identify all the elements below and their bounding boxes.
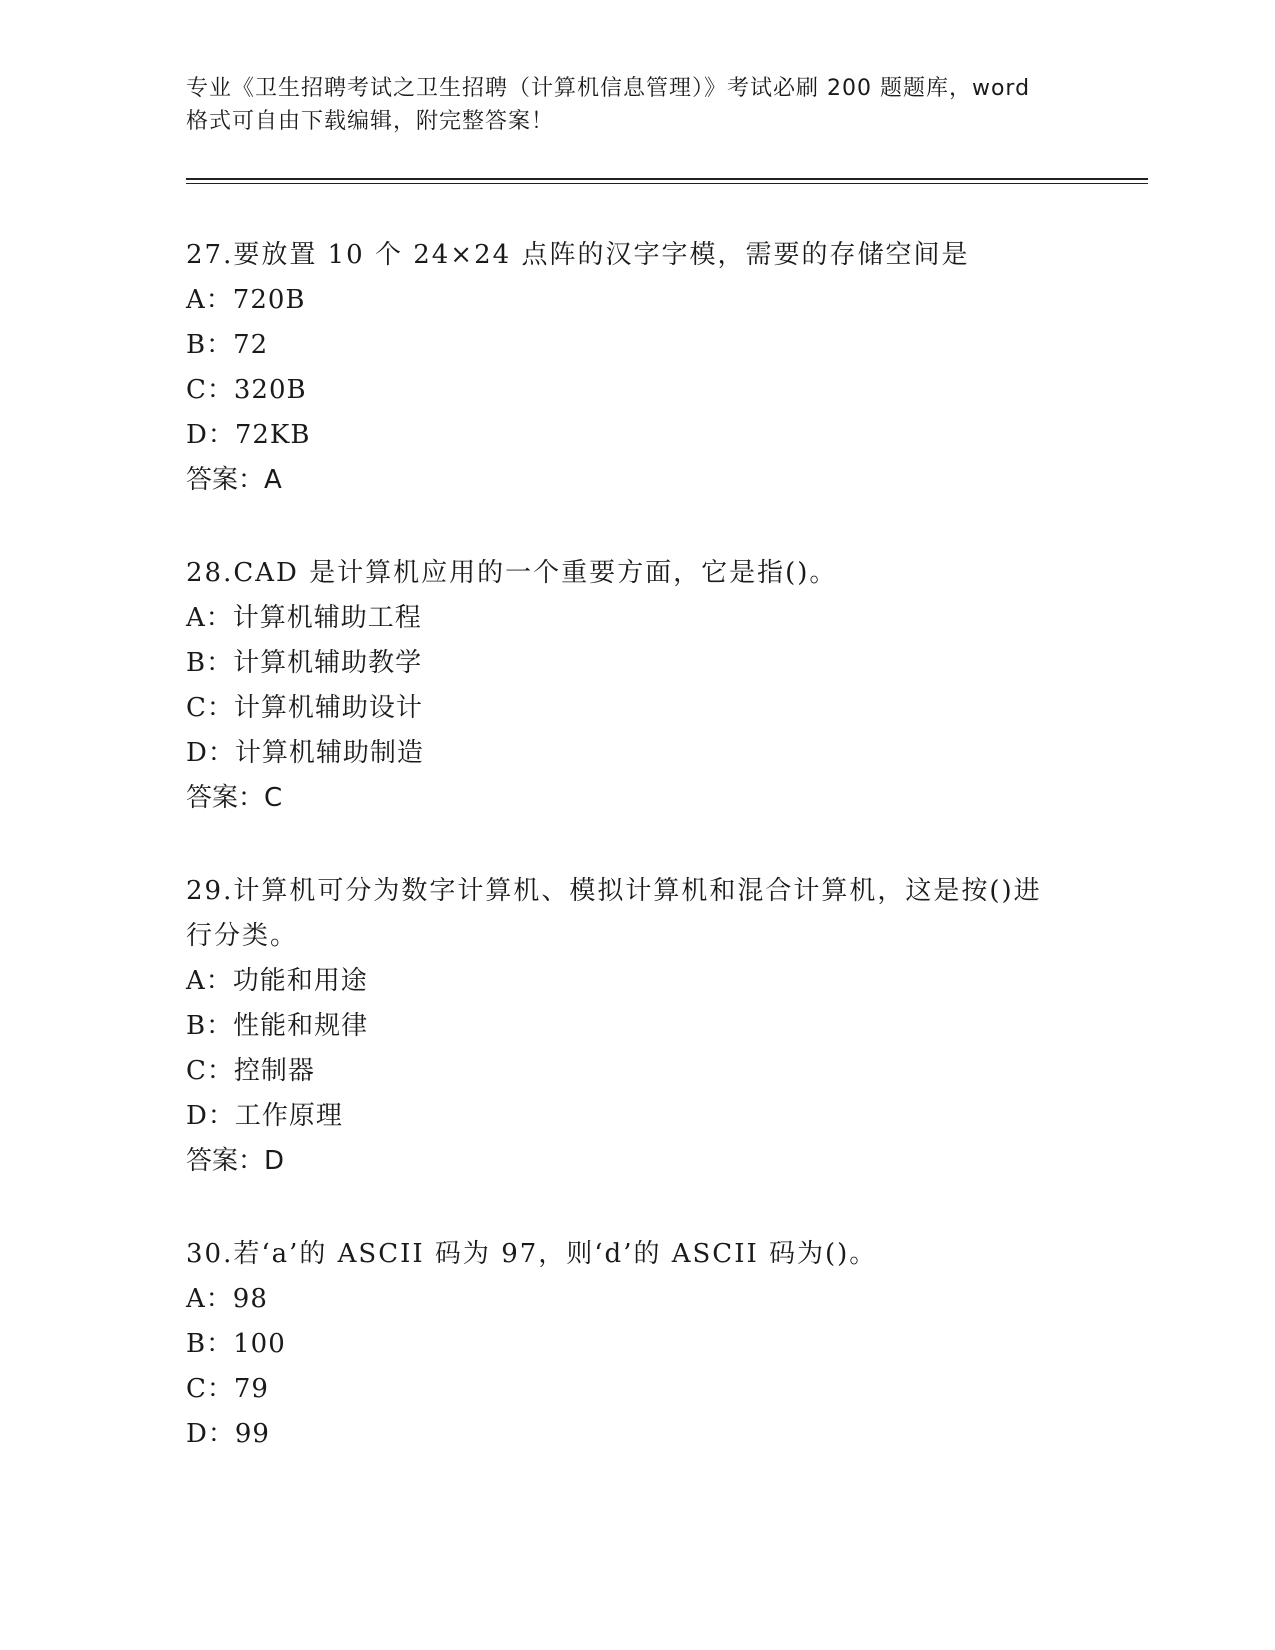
question-28 — [186, 551, 1086, 821]
option-a: A：功能和用途 — [186, 966, 368, 996]
option-d: D：99 — [186, 1419, 270, 1449]
option-a: A：计算机辅助工程 — [186, 603, 422, 633]
question-stem-line-2: 行分类。 — [186, 921, 299, 951]
option-d: D：计算机辅助制造 — [186, 738, 424, 768]
header-line-2: 格式可自由下载编辑，附完整答案！ — [186, 109, 555, 134]
option-c: C：320B — [186, 375, 307, 405]
answer: 答案：D — [186, 1146, 285, 1176]
header-divider-top — [186, 178, 1148, 180]
option-c: C：79 — [186, 1374, 269, 1404]
document-header — [186, 72, 1086, 138]
option-d: D：72KB — [186, 420, 311, 450]
option-b: B：100 — [186, 1329, 286, 1359]
answer: 答案：A — [186, 465, 282, 495]
answer: 答案：C — [186, 783, 283, 813]
option-a: A：98 — [186, 1284, 268, 1314]
header-divider-bottom — [186, 183, 1148, 184]
question-27 — [186, 233, 1086, 503]
question-stem: 27.要放置 10 个 24×24 点阵的汉字字模，需要的存储空间是 — [186, 240, 970, 270]
option-b: B：计算机辅助教学 — [186, 648, 423, 678]
question-30 — [186, 1232, 1086, 1457]
question-stem-line-1: 29.计算机可分为数字计算机、模拟计算机和混合计算机，这是按()进 — [186, 876, 1042, 906]
question-29 — [186, 869, 1086, 1184]
option-d: D：工作原理 — [186, 1101, 343, 1131]
question-stem: 28.CAD 是计算机应用的一个重要方面，它是指()。 — [186, 558, 838, 588]
option-c: C：计算机辅助设计 — [186, 693, 423, 723]
option-b: B：72 — [186, 330, 269, 360]
option-b: B：性能和规律 — [186, 1011, 369, 1041]
header-line-1: 专业《卫生招聘考试之卫生招聘（计算机信息管理）》考试必刷 200 题题库，word — [186, 76, 1031, 101]
option-a: A：720B — [186, 285, 306, 315]
question-stem: 30.若‘a’的 ASCII 码为 97，则‘d’的 ASCII 码为()。 — [186, 1239, 878, 1269]
option-c: C：控制器 — [186, 1056, 315, 1086]
